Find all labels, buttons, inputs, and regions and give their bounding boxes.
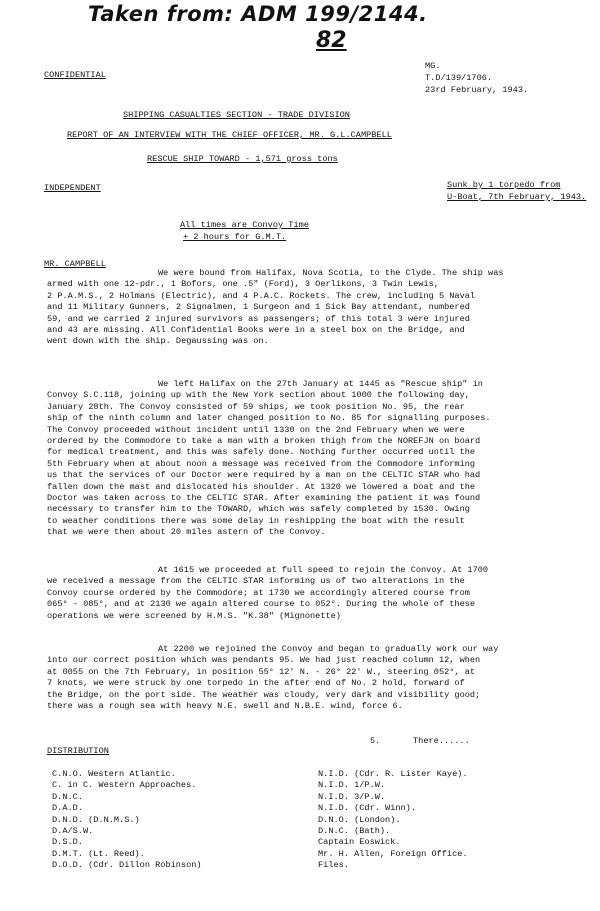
distribution-item: D.S.D. xyxy=(52,837,83,848)
file-reference: T.D/139/1706. xyxy=(425,73,493,83)
paragraph-line: there was a rough sea with heavy N.E. swell and N.B.E. wind, force 6. xyxy=(47,700,403,711)
paragraph-line: and 43 are missing. All Confidential Books were in a steel box on the Bridge, and xyxy=(47,324,465,335)
distribution-item: Files. xyxy=(318,860,349,871)
paragraph-line: At 2200 we rejoined the Convoy and began to gradually work our way xyxy=(158,644,499,654)
paragraph-line: that we were then about 20 miles astern of the Convoy. xyxy=(47,527,326,538)
paragraph-line: fallen down the mast and dislocated his shoulder. At 1320 we lowered a boat and the xyxy=(47,481,476,492)
paragraph-line: for medical treatment, and this was safely done. Nothing further occurred until the xyxy=(47,447,476,458)
handwritten-folio-number: 82 xyxy=(316,28,347,53)
sinking-line-1: Sunk by 1 torpedo from xyxy=(447,180,561,190)
distribution-item: D.N.O. (London). xyxy=(318,814,401,825)
distribution-item: D.M.T. (Lt. Reed). xyxy=(52,848,145,859)
paragraph-line: 7 knots, we were struck by one torpedo in the after end of No. 2 hold, forward of xyxy=(47,678,465,689)
distribution-item: D.N.D. (D.N.M.S.) xyxy=(52,814,140,825)
distribution-item: D.A.D. xyxy=(52,803,83,814)
distribution-item: Mr. H. Allen, Foreign Office. xyxy=(318,848,468,859)
report-title: REPORT OF AN INTERVIEW WITH THE CHIEF OFFICER, MR. G.L.CAMPBELL xyxy=(67,130,392,140)
continuation-number: 5. xyxy=(370,736,381,746)
paragraph-line: the Bridge, on the port side. The weather was cloudy, very dark and visibility good; xyxy=(47,689,481,700)
paragraph-1 xyxy=(47,268,587,348)
paragraph-line: went down with the ship. Degaussing was on. xyxy=(47,336,269,347)
paragraph-line: and 11 Military Gunners, 2 Signalmen, 1 Surgeon and 1 Sick Bay attendant, numbered xyxy=(47,302,470,313)
paragraph-line: us that the services of our Doctor were required by a man on the CELTIC STAR who had xyxy=(47,470,481,481)
paragraph-line: We were bound from Halifax, Nova Scotia, to the Clyde. The ship was xyxy=(158,268,504,278)
paragraph-line: armed with one 12-pdr., 1 Bofors, one .5" (Ford), 3 Oerlikons, 3 Twin Lewis, xyxy=(47,279,439,290)
paragraph-line: Convoy S.C.118, joining up with the New York section about 1000 the following day, xyxy=(47,390,470,401)
paragraph-line: we received a message from the CELTIC STAR informing us of two alterations in the xyxy=(47,576,465,587)
distribution-item: N.I.D. 3/P.W. xyxy=(318,791,386,802)
paragraph-line: ordered by the Commodore to take a man with a broken thigh from the NOREFJN on board xyxy=(47,435,481,446)
paragraph-line: 2 P.A.M.S., 2 Holmans (Electric), and 4 P.A.C. Rockets. The crew, including 5 Naval xyxy=(47,290,476,301)
speaker-label: MR. CAMPBELL xyxy=(44,259,106,269)
reference-block xyxy=(425,61,528,97)
section-title: SHIPPING CASUALTIES SECTION - TRADE DIVISION xyxy=(123,110,350,120)
classification-label: CONFIDENTIAL xyxy=(44,70,106,80)
paragraph-4 xyxy=(47,644,587,712)
distribution-item: N.I.D. 1/P.W. xyxy=(318,780,386,791)
paragraph-line: Convoy course ordered by the Commodore; at 1730 we accordingly altered course from xyxy=(47,587,470,598)
ship-title: RESCUE SHIP TOWARD - 1,571 gross tons xyxy=(147,154,338,164)
distribution-item: D.A/S.W. xyxy=(52,825,94,836)
time-note-line-1: All times are Convoy Time xyxy=(180,220,309,230)
distribution-item: D.N.C. (Bath). xyxy=(318,825,391,836)
handwritten-source-note: Taken from: ADM 199/2144. xyxy=(88,2,428,26)
paragraph-line: Doctor was taken across to the CELTIC STAR. After examining the patient it was found xyxy=(47,492,481,503)
paragraph-3 xyxy=(47,565,587,622)
sailing-status: INDEPENDENT xyxy=(44,183,101,193)
paragraph-line: ship of the ninth column and later changed position to No. 85 for signalling purposes. xyxy=(47,413,491,424)
distribution-item: D.N.C. xyxy=(52,791,83,802)
report-date: 23rd February, 1943. xyxy=(425,85,529,95)
distribution-item: Captain Eoswick. xyxy=(318,837,401,848)
paragraph-line: 59, and we carried 2 injured survivors as passengers; of this total 3 were injured xyxy=(47,313,470,324)
distribution-item: N.I.D. (Cdr. R. Lister Kaye). xyxy=(318,769,468,779)
paragraph-line: At 1615 we proceeded at full speed to rejoin the Convoy. At 1700 xyxy=(158,565,489,575)
paragraph-line: to weather conditions there was some delay in reshipping the boat with the result xyxy=(47,515,465,526)
paragraph-2 xyxy=(47,379,587,538)
paragraph-line: at 0055 on the 7th February, in position 55° 12' N. - 26° 22' W., steering 052°, at xyxy=(47,666,476,677)
sinking-line-2: U-Boat, 7th February, 1943. xyxy=(447,192,587,202)
paragraph-line: into our correct position which was pendants 95. We had just reached column 12, when xyxy=(47,655,481,666)
paragraph-line: 5th February when at about noon a message was received from the Commodore informing xyxy=(47,458,476,469)
time-note-line-2: + 2 hours for G.M.T. xyxy=(183,232,287,242)
distribution-item: N.I.D. (Cdr. Winn). xyxy=(318,803,416,814)
paragraph-line: operations we were screened by H.M.S. "K.38" (Mignonette) xyxy=(47,610,341,621)
distribution-title: DISTRIBUTION xyxy=(47,746,109,756)
distribution-item: C.N.O. Western Atlantic. xyxy=(52,769,176,779)
paragraph-line: January 28th. The Convoy consisted of 59 ships, we took position No. 95, the rear xyxy=(47,401,465,412)
paragraph-line: We left Halifax on the 27th January at 1445 as "Rescue ship" in xyxy=(158,379,483,389)
reference-code: MG. xyxy=(425,61,441,71)
distribution-item: C. in C. Western Approaches. xyxy=(52,780,197,791)
paragraph-line: necessary to transfer him to the TOWARD, which was safely completed by 1530. Owing xyxy=(47,504,470,515)
distribution-list-right xyxy=(318,769,468,872)
paragraph-line: The Convoy proceeded without incident until 1330 on the 2nd February when we were xyxy=(47,424,465,435)
paragraph-line: 065° - 085°, and at 2130 we again altered course to 052°. During the whole of these xyxy=(47,599,476,610)
sinking-summary xyxy=(447,180,586,204)
distribution-list-left xyxy=(52,769,202,872)
distribution-item: D.O.D. (Cdr. Dillon Robinson) xyxy=(52,860,202,871)
continuation-word: There...... xyxy=(413,736,470,746)
